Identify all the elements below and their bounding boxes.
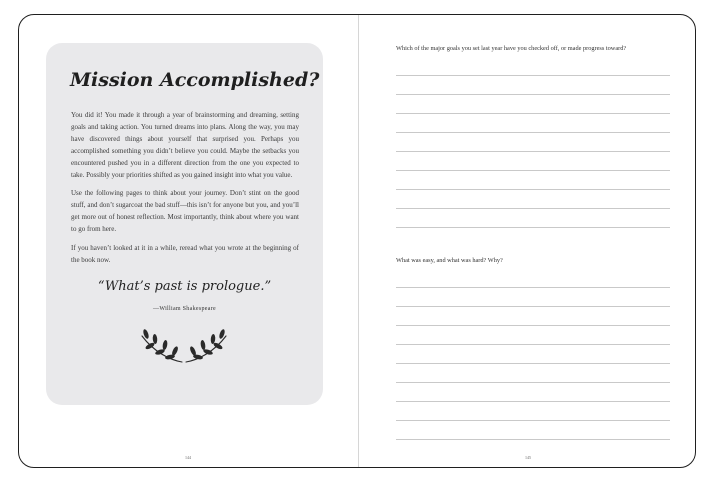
page-gutter <box>358 15 359 467</box>
intro-card <box>46 43 323 405</box>
writing-line[interactable] <box>396 170 670 171</box>
quote-attribution: —William Shakespeare <box>153 306 216 312</box>
question-1: Which of the major goals you set last year have you checked off, or made progress toward? <box>396 45 627 52</box>
writing-line[interactable] <box>396 132 670 133</box>
intro-text <box>71 110 299 274</box>
writing-line[interactable] <box>396 401 670 402</box>
writing-line[interactable] <box>396 420 670 421</box>
writing-line[interactable] <box>396 344 670 345</box>
book-spread <box>18 14 696 468</box>
writing-line[interactable] <box>396 75 670 76</box>
intro-paragraph: You did it! You made it through a year of brainstorming and dreaming, setting goals and taking action. You turned dreams into plans. Along the way, you may have discovered things about yourself that surprised you. Perhaps you accomplished something you didn’t believe you could. Maybe the setbacks you encountered pushed you in a different direction from the one you expected to take. Possibly your priorities shifted as you gained insight into what you value. <box>71 111 299 179</box>
writing-line[interactable] <box>396 325 670 326</box>
writing-line[interactable] <box>396 151 670 152</box>
writing-line[interactable] <box>396 94 670 95</box>
writing-lines-1[interactable] <box>396 75 670 235</box>
writing-line[interactable] <box>396 306 670 307</box>
question-2: What was easy, and what was hard? Why? <box>396 257 503 264</box>
writing-line[interactable] <box>396 113 670 114</box>
writing-line[interactable] <box>396 208 670 209</box>
laurel-icon <box>136 322 232 366</box>
writing-line[interactable] <box>396 363 670 364</box>
intro-paragraph: If you haven’t looked at it in a while, reread what you wrote at the beginning of the book now. <box>71 244 299 264</box>
writing-line[interactable] <box>396 227 670 228</box>
writing-line[interactable] <box>396 189 670 190</box>
page-number-right: 145 <box>525 455 531 460</box>
writing-lines-2[interactable] <box>396 287 670 447</box>
writing-line[interactable] <box>396 287 670 288</box>
writing-line[interactable] <box>396 439 670 440</box>
quote: “What’s past is prologue.” <box>97 279 272 294</box>
page-number-left: 144 <box>185 455 191 460</box>
writing-line[interactable] <box>396 382 670 383</box>
page-title: Mission Accomplished? <box>70 69 320 91</box>
intro-paragraph: Use the following pages to think about your journey. Don’t stint on the good stuff, and don’t sugarcoat the bad stuff—this isn’t for anyone but you, and you’ll get more out of honest reflection. Most importantly, think about where you want to go from here. <box>71 189 299 234</box>
